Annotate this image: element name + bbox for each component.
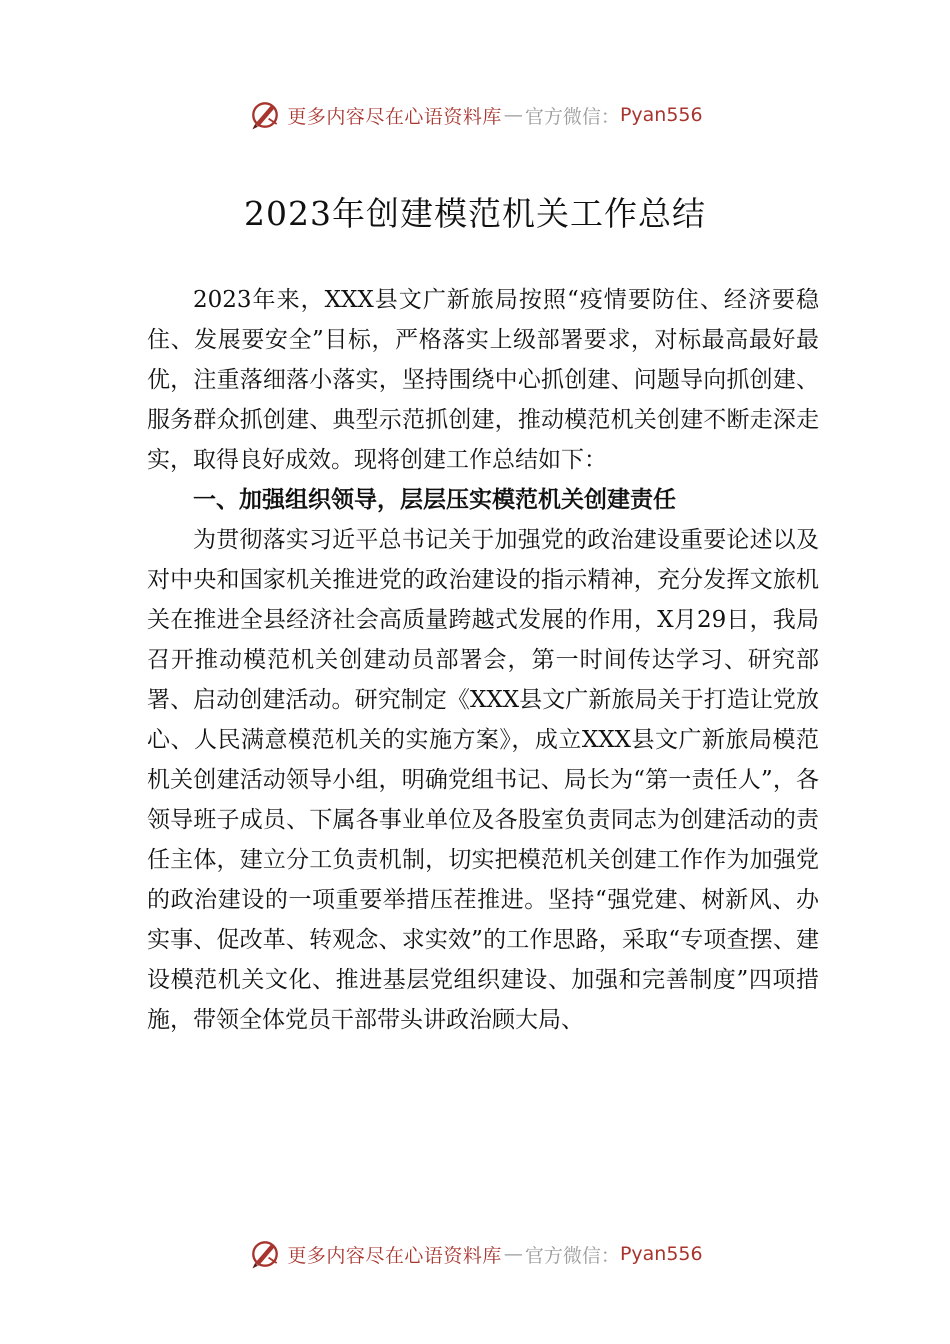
footer-banner [0,1232,950,1276]
section-1-heading: 一、加强组织领导，层层压实模范机关创建责任 [193,487,676,513]
pen-circle-logo-icon [247,97,283,133]
banner-wechat-label: 官方微信： [524,105,620,128]
banner-text: 更多内容尽在心语资料库 [287,1244,502,1267]
section-1-paragraph: 为贯彻落实习近平总书记关于加强党的政治建设重要论述以及对中央和国家机关推进党的政治建设的指示精神，充分发挥文旅机关在推进全县经济社会高质量跨越式发展的作用，X月29日，我局召开推动模范机关创建动员部署会，第一时间传达学习、研究部署、启动创建活动。研究制定《XXX县文广新旅局关于打造让党放心、人民满意模范机关的实施方案》，成立XXX县文广新旅局模范机关创建活动领导小组，明确党组书记、局长为“第一责任人”，各领导班子成员、下属各事业单位及各股室负责同志为创建活动的责任主体，建立分工负责机制，切实把模范机关创建工作作为加强党的政治建设的一项重要举措压茬推进。坚持“强党建、树新风、办实事、促改革、转观念、求实效”的工作思路，采取“专项查摆、建设模范机关文化、推进基层党组织建设、加强和完善制度”四项措施，带领全体党员干部带头讲政治顾大局、 [147,527,819,1033]
banner-text: 更多内容尽在心语资料库 [287,105,502,128]
banner-separator: — [503,104,523,126]
pen-circle-logo-icon [247,1236,283,1272]
intro-paragraph: 2023年来，XXX县文广新旅局按照“疫情要防住、经济要稳住、发展要安全”目标，严格落实上级部署要求，对标最高最好最优，注重落细落小落实，坚持围绕中心抓创建、问题导向抓创建、服务群众抓创建、典型示范抓创建，推动模范机关创建不断走深走实，取得良好成效。现将创建工作总结如下： [147,287,819,473]
banner-separator: — [503,1243,523,1265]
document-body [147,280,819,1040]
banner-wechat-id: Pyan556 [619,1243,703,1265]
header-banner [0,93,950,137]
banner-wechat-id: Pyan556 [619,104,703,126]
document-title: 2023年创建模范机关工作总结 [244,194,706,233]
banner-wechat-label: 官方微信： [524,1244,620,1267]
